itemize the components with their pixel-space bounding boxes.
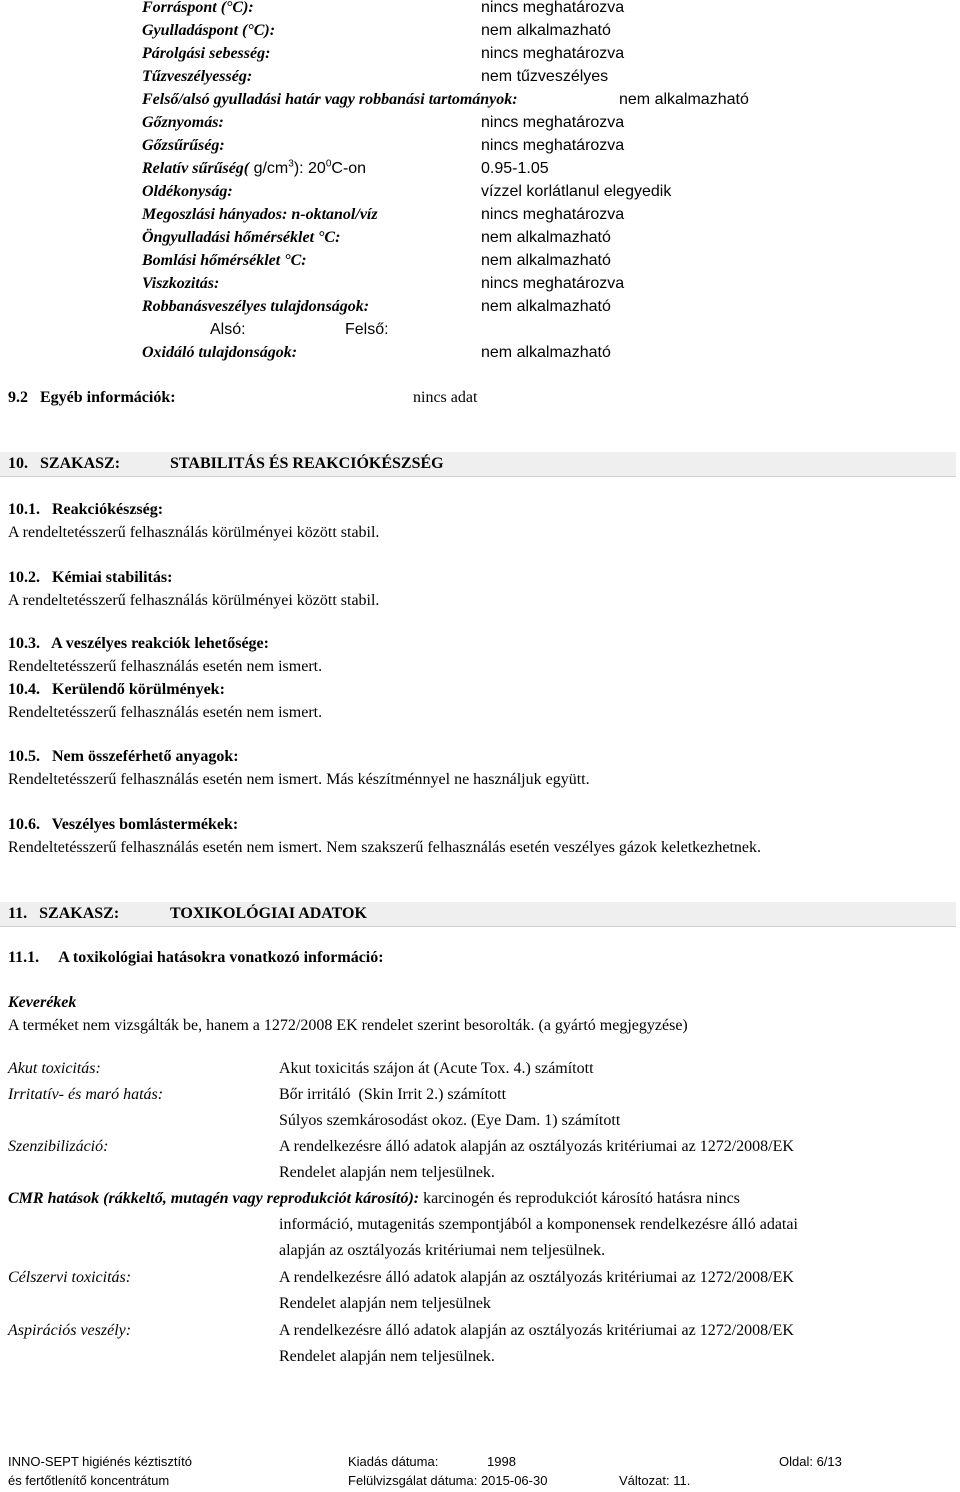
keverekek-text: A terméket nem vizsgálták be, hanem a 1272/2008 EK rendelet szerint besorolták. (a gyártó megjegyzése) — [8, 1017, 688, 1034]
section-11-title: TOXIKOLÓGIAI ADATOK — [170, 905, 367, 922]
prop-value-relativ-suruseg: 0.95-1.05 — [481, 160, 549, 177]
prop-value-goznyomas: nincs meghatározva — [481, 114, 625, 131]
prop-label-parolgasi: Párolgási sebesség: — [142, 45, 271, 62]
s10-5-heading: 10.5. Nem összeférhető anyagok: — [8, 748, 239, 765]
prop-label-tuzveszelyesseg: Tűzveszélyesség: — [142, 68, 253, 85]
tox-value-szenzibilizacio-1: A rendelkezésre álló adatok alapján az osztályozás kritériumai az 1272/2008/EK — [279, 1138, 794, 1155]
footer-issue-label: Kiadás dátuma: — [348, 1454, 439, 1469]
s10-4-text: Rendeltetésszerű felhasználás esetén nem ismert. — [8, 704, 323, 721]
tox-value-cmr-2: információ, mutagenitás szempontjából a komponensek rendelkezésre álló adatai — [279, 1216, 798, 1233]
prop-value-gyulladasi-hatar: nem alkalmazható — [619, 91, 749, 108]
section-10-number: 10. SZAKASZ: — [8, 455, 121, 472]
footer-product-line-1: INNO-SEPT higiénés kéztisztító — [8, 1454, 192, 1469]
tox-value-celszervi-2: Rendelet alapján nem teljesülnek — [279, 1295, 491, 1312]
section-11-band — [0, 902, 956, 927]
tox-label-szenzibilizacio: Szenzibilizáció: — [8, 1138, 109, 1155]
section-11-number: 11. SZAKASZ: — [8, 905, 120, 922]
tox-value-cmr-3: alapján az osztályozás kritériumai nem teljesülnek. — [279, 1242, 606, 1259]
s10-3-heading: 10.3. A veszélyes reakciók lehetősége: — [8, 635, 269, 652]
prop-label-gozsuruseg: Gőzsűrűség: — [142, 137, 225, 154]
s11-1-heading: 11.1. A toxikológiai hatásokra vonatkozó információ: — [8, 949, 384, 966]
s10-5-text: Rendeltetésszerű felhasználás esetén nem ismert. Más készítménnyel ne használjuk együtt. — [8, 771, 590, 788]
prop-value-forraspont: nincs meghatározva — [481, 0, 625, 16]
prop-value-megoszlasi: nincs meghatározva — [481, 206, 625, 223]
tox-value-akut: Akut toxicitás szájon át (Acute Tox. 4.) számított — [279, 1060, 594, 1077]
prop-value-oxidalo: nem alkalmazható — [481, 344, 611, 361]
tox-label-irritativ: Irritatív- és maró hatás: — [8, 1086, 164, 1103]
prop-value-viszkozitas: nincs meghatározva — [481, 275, 625, 292]
prop-label-also: Alsó: — [210, 321, 246, 338]
tox-label-cmr: CMR hatások (rákkeltő, mutagén vagy reprodukciót károsító): — [8, 1190, 420, 1207]
s10-1-heading: 10.1. Reakciókészség: — [8, 501, 164, 518]
tox-value-irritativ-2: Súlyos szemkárosodást okoz. (Eye Dam. 1) számított — [279, 1112, 621, 1129]
prop-label-relativ-suruseg: Relatív sűrűség( $g/cm^3$): $20^0C-on$ — [142, 158, 367, 177]
tox-value-aspiracios-1: A rendelkezésre álló adatok alapján az osztályozás kritériumai az 1272/2008/EK — [279, 1322, 794, 1339]
prop-value-robbanasveszelyes: nem alkalmazható — [481, 298, 611, 315]
s10-2-heading: 10.2. Kémiai stabilitás: — [8, 569, 173, 586]
section-9-2-heading: 9.2 Egyéb információk: — [8, 389, 176, 406]
s10-2-text: A rendeltetésszerű felhasználás körülményei között stabil. — [8, 592, 380, 609]
footer-product-line-2: és fertőtlenítő koncentrátum — [8, 1473, 170, 1488]
prop-label-goznyomas: Gőznyomás: — [142, 114, 224, 131]
tox-value-celszervi-1: A rendelkezésre álló adatok alapján az osztályozás kritériumai az 1272/2008/EK — [279, 1269, 794, 1286]
tox-label-akut: Akut toxicitás: — [8, 1060, 101, 1077]
tox-label-celszervi: Célszervi toxicitás: — [8, 1269, 132, 1286]
prop-label-megoszlasi: Megoszlási hányados: n-oktanol/víz — [142, 206, 378, 223]
prop-label-ongyulladasi: Öngyulladási hőmérséklet °C: — [142, 229, 341, 246]
s10-3-text: Rendeltetésszerű felhasználás esetén nem ismert. — [8, 658, 323, 675]
prop-label-bomlasi: Bomlási hőmérséklet °C: — [142, 252, 307, 269]
prop-label-gyulladasi-hatar: Felső/alsó gyulladási határ vagy robbanási tartományok: — [142, 91, 518, 108]
prop-label-robbanasveszelyes: Robbanásveszélyes tulajdonságok: — [142, 298, 370, 315]
prop-value-parolgasi: nincs meghatározva — [481, 45, 625, 62]
prop-value-gozsuruseg: nincs meghatározva — [481, 137, 625, 154]
prop-value-bomlasi: nem alkalmazható — [481, 252, 611, 269]
prop-label-felso: Felső: — [345, 321, 389, 338]
prop-value-gyulladaspont: nem alkalmazható — [481, 22, 611, 39]
footer-issue-value: 1998 — [487, 1454, 516, 1469]
prop-value-ongyulladasi: nem alkalmazható — [481, 229, 611, 246]
prop-label-oldekonysag: Oldékonyság: — [142, 183, 233, 200]
tox-row-cmr — [8, 1189, 740, 1209]
prop-value-oldekonysag: vízzel korlátlanul elegyedik — [481, 183, 672, 200]
s10-6-text: Rendeltetésszerű felhasználás esetén nem ismert. Nem szakszerű felhasználás esetén veszélyes gázok keletkezhetnek. — [8, 839, 761, 856]
section-9-2-value: nincs adat — [413, 389, 478, 406]
prop-label-forraspont: Forráspont (°C): — [142, 0, 254, 16]
prop-label-viszkozitas: Viszkozitás: — [142, 275, 220, 292]
section-10-title: STABILITÁS ÉS REAKCIÓKÉSZSÉG — [170, 455, 444, 472]
s10-1-text: A rendeltetésszerű felhasználás körülményei között stabil. — [8, 524, 380, 541]
section-10-band — [0, 452, 956, 477]
tox-value-szenzibilizacio-2: Rendelet alapján nem teljesülnek. — [279, 1164, 495, 1181]
prop-value-tuzveszelyesseg: nem tűzveszélyes — [481, 68, 609, 85]
tox-value-irritativ-1: Bőr irritáló (Skin Irrit 2.) számított — [279, 1086, 507, 1103]
tox-value-cmr-1: karcinogén és reprodukciót károsító hatásra nincs — [419, 1190, 740, 1207]
footer-revision-date: Felülvizsgálat dátuma: 2015-06-30 — [348, 1473, 548, 1488]
keverekek-heading: Keverékek — [8, 994, 77, 1011]
tox-label-aspiracios: Aspirációs veszély: — [8, 1322, 132, 1339]
tox-value-aspiracios-2: Rendelet alapján nem teljesülnek. — [279, 1348, 495, 1365]
s10-6-heading: 10.6. Veszélyes bomlástermékek: — [8, 816, 239, 833]
footer-page-number: Oldal: 6/13 — [779, 1454, 842, 1469]
prop-label-gyulladaspont: Gyulladáspont (°C): — [142, 22, 276, 39]
footer-version: Változat: 11. — [619, 1473, 691, 1488]
prop-label-oxidalo: Oxidáló tulajdonságok: — [142, 344, 298, 361]
s10-4-heading: 10.4. Kerülendő körülmények: — [8, 681, 225, 698]
